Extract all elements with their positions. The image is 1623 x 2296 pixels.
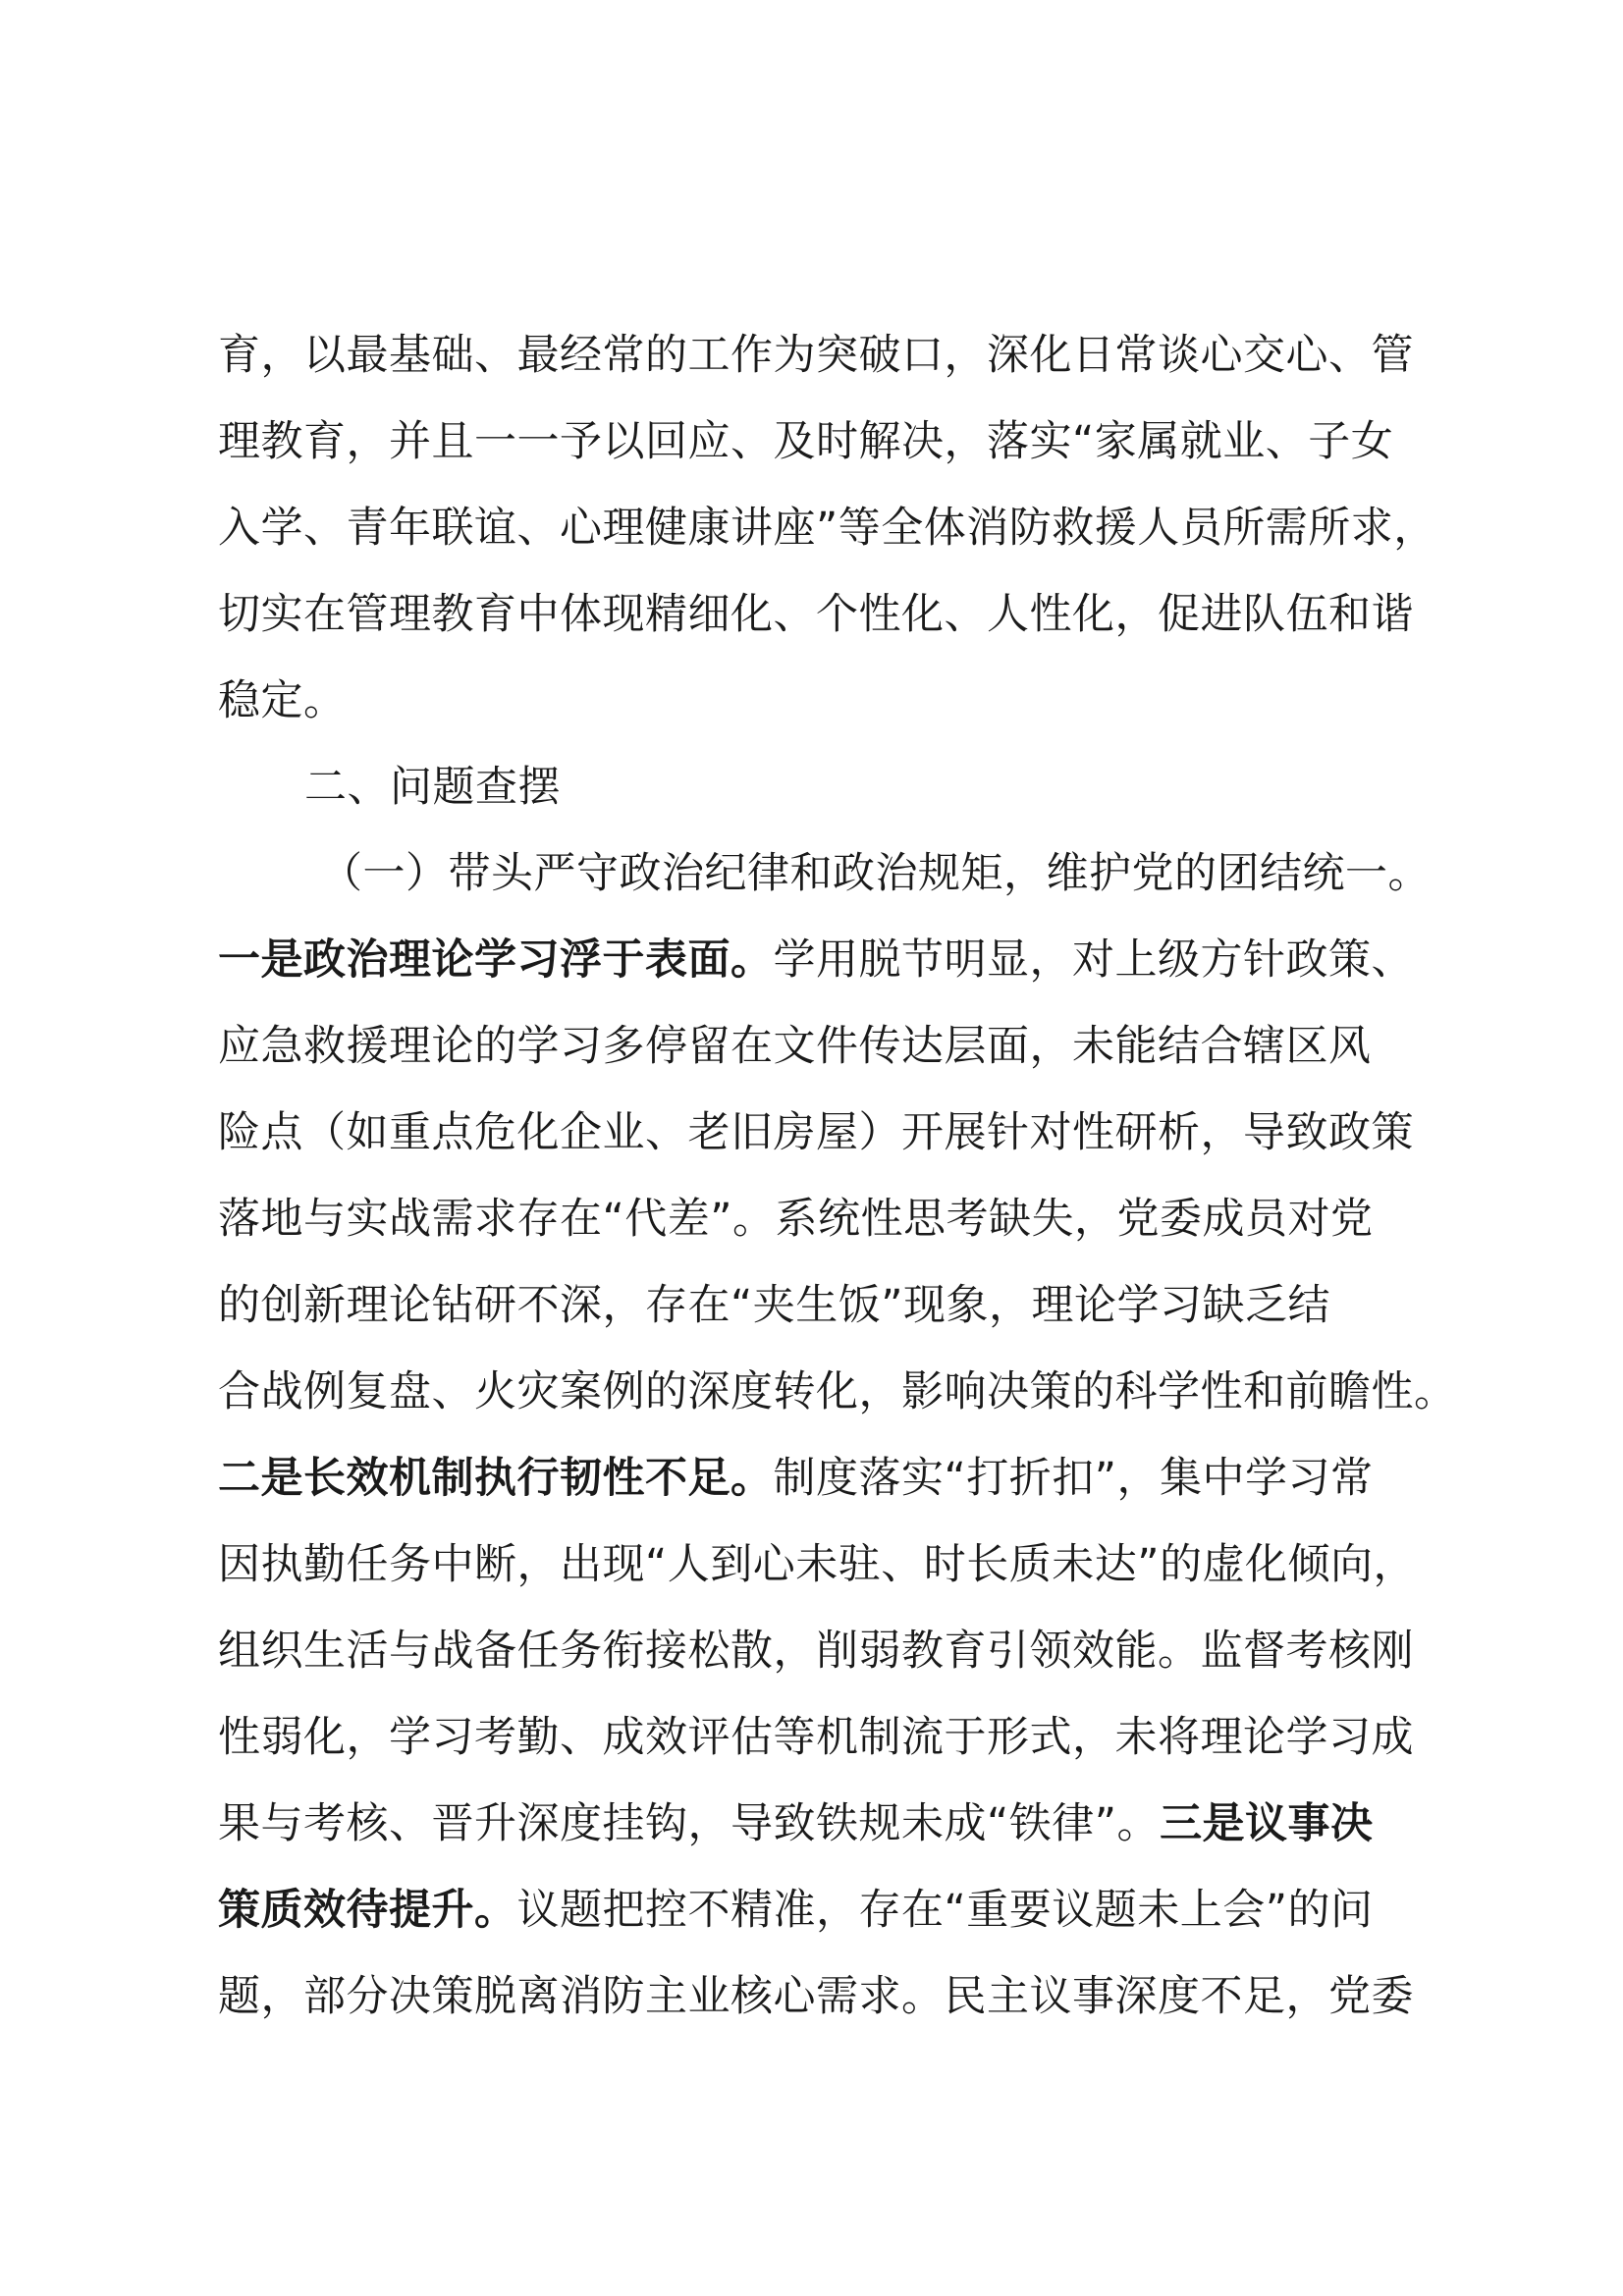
bold-point-title: 三是议事决 (1160, 1799, 1374, 1848)
text-line (218, 485, 1441, 571)
text-line (218, 917, 1441, 1003)
text-segment: 学用脱节明显，对上级方针政策、 (773, 935, 1414, 985)
text-line (218, 1694, 1441, 1781)
text-segment: 育，以最基础、最经常的工作为突破口，深化日常谈心交心、管 (218, 331, 1414, 380)
bold-point-title: 二是长效机制执行韧性不足。 (218, 1454, 774, 1503)
text-segment: 因执勤任务中断，出现“人到心未驻、时长质未达”的虚化倾向， (218, 1540, 1417, 1589)
text-line (218, 1003, 1441, 1090)
text-line (218, 1867, 1441, 1953)
text-segment: 落地与实战需求存在“代差”。系统性思考缺失，党委成员对党 (218, 1195, 1374, 1244)
bold-point-title: 策质效待提升。 (218, 1886, 517, 1935)
text-line (218, 1608, 1441, 1694)
text-line (218, 312, 1441, 399)
text-line (218, 399, 1441, 485)
subsection-heading (218, 830, 1441, 917)
heading-text: （一）带头严守政治纪律和政治规矩，维护党的团结统一。 (320, 849, 1431, 898)
text-segment: 题，部分决策脱离消防主业核心需求。民主议事深度不足，党委 (218, 1972, 1414, 2021)
text-segment: 切实在管理教育中体现精细化、个性化、人性化，促进队伍和谐 (218, 590, 1414, 639)
text-line (218, 658, 1441, 744)
text-segment: 性弱化，学习考勤、成效评估等机制流于形式，未将理论学习成 (218, 1713, 1414, 1762)
text-segment: 应急救援理论的学习多停留在文件传达层面，未能结合辖区风 (218, 1022, 1372, 1071)
text-segment: 制度落实“打折扣”，集中学习常 (773, 1454, 1374, 1503)
text-segment: 入学、青年联谊、心理健康讲座”等全体消防救援人员所需所求， (218, 504, 1436, 553)
text-line (218, 1349, 1457, 1435)
text-segment: 组织生活与战备任务衔接松散，削弱教育引领效能。监督考核刚 (218, 1627, 1414, 1676)
text-segment: 的创新理论钻研不深，存在“夹生饭”现象，理论学习缺乏结 (218, 1281, 1331, 1330)
text-segment: 稳定。 (218, 676, 347, 725)
text-line (218, 1522, 1441, 1608)
body-text (218, 312, 1457, 2040)
heading-text: 二、问题查摆 (304, 763, 561, 812)
text-segment: 议题把控不精准，存在“重要议题未上会”的问 (516, 1886, 1374, 1935)
text-line (218, 1435, 1441, 1522)
section-heading (218, 744, 1441, 830)
bold-point-title: 一是政治理论学习浮于表面。 (218, 935, 774, 985)
text-segment: 理教育，并且一一予以回应、及时解决，落实“家属就业、子女 (218, 417, 1394, 466)
text-line (218, 1176, 1441, 1262)
text-line (218, 1781, 1441, 1867)
text-segment: 果与考核、晋升深度挂钩，导致铁规未成“铁律”。 (218, 1799, 1161, 1848)
text-segment: 险点（如重点危化企业、老旧房屋）开展针对性研析，导致政策 (218, 1108, 1414, 1157)
text-line (218, 1090, 1441, 1176)
text-line (218, 1953, 1441, 2040)
text-line (218, 571, 1441, 658)
text-segment: 合战例复盘、火灾案例的深度转化，影响决策的科学性和前瞻性。 (218, 1367, 1457, 1416)
text-line (218, 1262, 1441, 1349)
